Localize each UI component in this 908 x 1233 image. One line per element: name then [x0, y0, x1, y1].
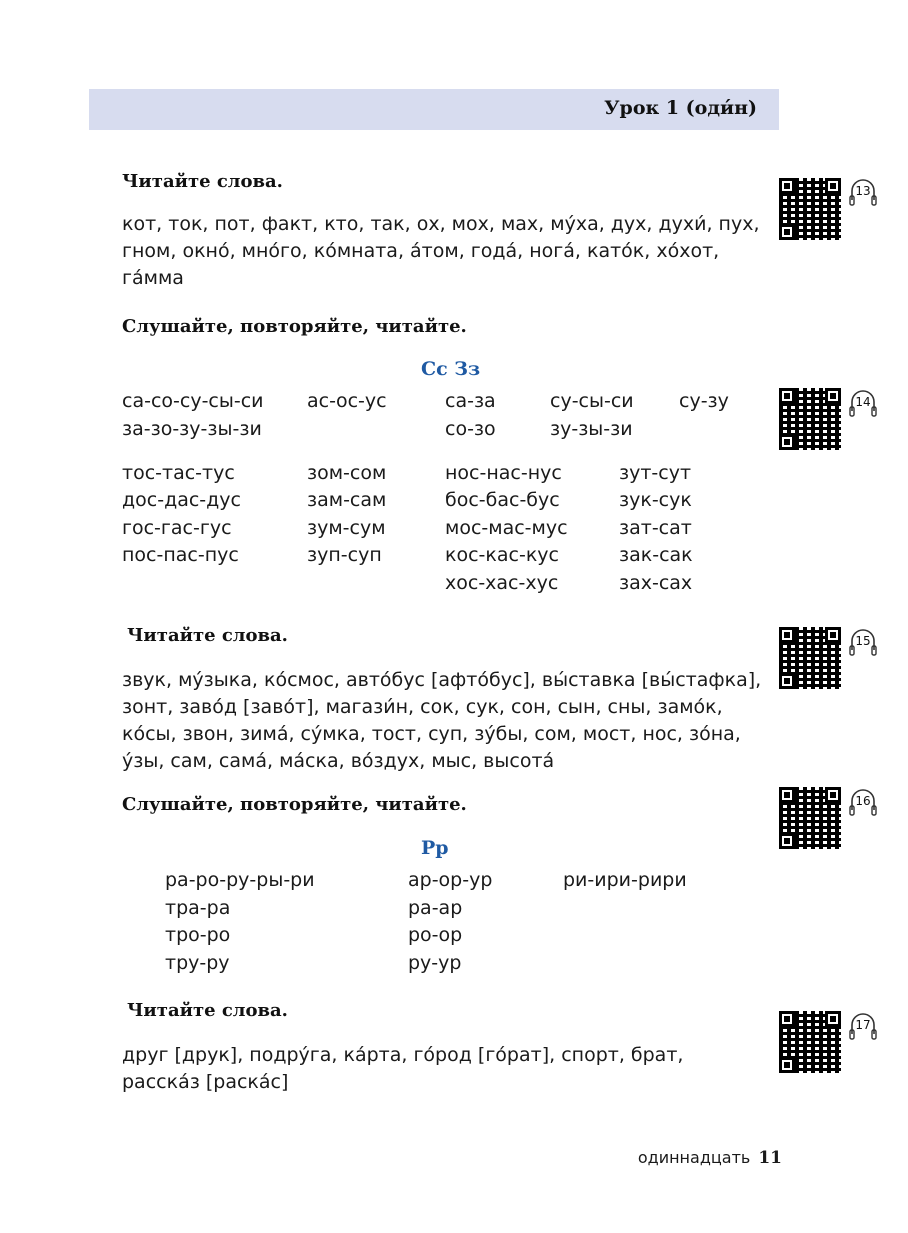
track-number: 16	[855, 794, 871, 808]
syllable-cell: зут-сут	[619, 462, 692, 484]
syllable-cell: зум-сум	[307, 517, 386, 539]
qr-code-14[interactable]	[779, 388, 841, 450]
track-number: 17	[855, 1018, 871, 1032]
section-14-heading: Слушайте, повторяйте, читайте.	[122, 316, 467, 337]
qr-code-16[interactable]	[779, 787, 841, 849]
syllable-cell: зом-сом	[307, 462, 387, 484]
letters-s-z: Сс Зз	[421, 358, 481, 380]
syllable-cell: кос-кас-кус	[445, 544, 559, 566]
section-16-heading: Слушайте, повторяйте, читайте.	[122, 794, 467, 815]
syllable-cell: тру-ру	[165, 952, 230, 974]
text-line: га́мма	[122, 267, 184, 289]
text-line: гном, окно́, мно́го, ко́мната, а́том, года́, нога́, като́к, хо́хот,	[122, 240, 720, 262]
headphones-icon-16[interactable]	[848, 786, 878, 820]
syllable-cell: ар-ор-ур	[408, 869, 493, 891]
syllable-cell: су-зу	[679, 390, 729, 412]
syllable-cell: мос-мас-мус	[445, 517, 568, 539]
syllable-cell: тос-тас-тус	[122, 462, 235, 484]
syllable-cell: ро-ор	[408, 924, 463, 946]
text-line: кот, ток, пот, факт, кто, так, ох, мох, мах, му́ха, дух, духи́, пух,	[122, 213, 760, 235]
syllable-cell: зу-зы-зи	[550, 418, 633, 440]
section-13-heading: Читайте слова.	[122, 171, 283, 192]
track-number: 15	[855, 634, 871, 648]
headphones-icon-15[interactable]	[848, 626, 878, 660]
text-line: друг [друк], подру́га, ка́рта, го́род [го́рат], спорт, брат,	[122, 1044, 684, 1066]
syllable-cell: зук-сук	[619, 489, 692, 511]
syllable-cell: пос-пас-пус	[122, 544, 239, 566]
qr-code-17[interactable]	[779, 1011, 841, 1073]
qr-code-15[interactable]	[779, 627, 841, 689]
text-line: расска́з [раска́с]	[122, 1071, 289, 1093]
syllable-cell: тра-ра	[165, 897, 231, 919]
text-line: звук, му́зыка, ко́смос, авто́бус [афто́бус], вы́ставка [вы́стафка],	[122, 669, 762, 691]
syllable-cell: са-со-су-сы-си	[122, 390, 264, 412]
syllable-cell: са-за	[445, 390, 496, 412]
syllable-cell: ру-ур	[408, 952, 462, 974]
syllable-cell: за-зо-зу-зы-зи	[122, 418, 262, 440]
lesson-header-bar	[89, 89, 779, 130]
section-17-text	[122, 1042, 782, 1096]
section-15-text	[122, 667, 782, 775]
track-number: 14	[855, 395, 871, 409]
syllable-cell: зам-сам	[307, 489, 387, 511]
syllable-cell: со-зо	[445, 418, 496, 440]
syllable-cell: тро-ро	[165, 924, 231, 946]
text-line: зонт, заво́д [заво́т], магази́н, сок, сук, сон, сын, сны, замо́к,	[122, 696, 723, 718]
syllable-cell: ра-ар	[408, 897, 463, 919]
syllable-cell: ас-ос-ус	[307, 390, 387, 412]
section-13-text	[122, 211, 782, 292]
track-number: 13	[855, 184, 871, 198]
letters-r: Рр	[421, 837, 449, 859]
syllable-cell: дос-дас-дус	[122, 489, 241, 511]
syllable-cell: зах-сах	[619, 572, 693, 594]
syllable-cell: хос-хас-хус	[445, 572, 559, 594]
syllable-cell: гос-гас-гус	[122, 517, 232, 539]
syllable-cell: зак-сак	[619, 544, 693, 566]
qr-code-13[interactable]	[779, 178, 841, 240]
page-number-word: одиннадцать	[637, 1148, 751, 1167]
syllable-cell: ра-ро-ру-ры-ри	[165, 869, 315, 891]
syllable-cell: бос-бас-бус	[445, 489, 560, 511]
headphones-icon-14[interactable]	[848, 387, 878, 421]
page-footer	[638, 1148, 782, 1168]
syllable-cell: нос-нас-нус	[445, 462, 562, 484]
lesson-title: Урок 1 (оди́н)	[604, 97, 757, 119]
syllable-cell: зат-сат	[619, 517, 692, 539]
syllable-cell: ри-ири-рири	[563, 869, 687, 891]
headphones-icon-13[interactable]	[848, 176, 878, 210]
headphones-icon-17[interactable]	[848, 1010, 878, 1044]
page-number: 11	[758, 1148, 782, 1168]
syllable-cell: су-сы-си	[550, 390, 634, 412]
section-17-heading: Читайте слова.	[127, 1000, 288, 1021]
section-15-heading: Читайте слова.	[127, 625, 288, 646]
syllable-cell: зуп-суп	[307, 544, 382, 566]
text-line: ко́сы, звон, зима́, су́мка, тост, суп, зу́бы, сом, мост, нос, зо́на,	[122, 723, 741, 745]
text-line: у́зы, сам, сама́, ма́ска, во́здух, мыс, высота́	[122, 750, 555, 772]
